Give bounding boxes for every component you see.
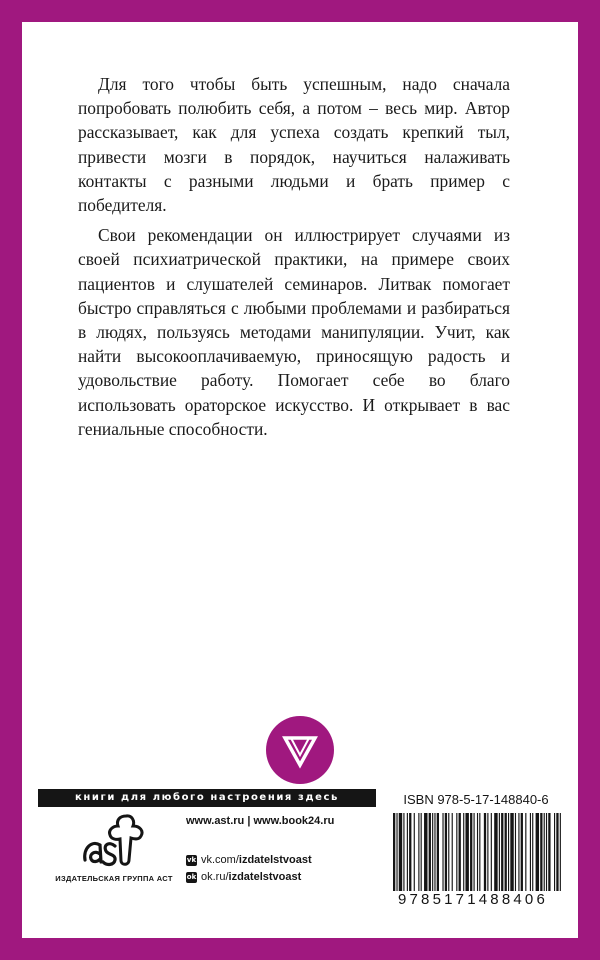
barcode-bar bbox=[414, 813, 415, 893]
barcode-bar bbox=[470, 813, 472, 893]
barcode-bar bbox=[510, 813, 513, 893]
barcode-bar bbox=[515, 813, 516, 893]
websites: www.ast.ru | www.book24.ru bbox=[186, 815, 335, 827]
barcode-bar bbox=[448, 813, 449, 893]
barcode-bar bbox=[442, 813, 443, 893]
barcode-bar bbox=[484, 813, 486, 893]
barcode-bar bbox=[452, 813, 453, 893]
publisher-name: ИЗДАТЕЛЬСКАЯ ГРУППА АСТ bbox=[55, 874, 173, 883]
barcode-bar bbox=[560, 813, 561, 893]
ok-prefix: ok.ru/ bbox=[201, 871, 229, 883]
vk-icon: vk bbox=[186, 855, 197, 864]
barcode-bar bbox=[434, 813, 435, 893]
barcode-bar bbox=[525, 813, 526, 893]
barcode-bar bbox=[544, 813, 545, 893]
barcode-bar bbox=[491, 813, 492, 893]
barcode-bar bbox=[418, 813, 419, 893]
ok-handle: izdatelstvoast bbox=[228, 871, 302, 883]
vk-handle: izdatelstvoast bbox=[238, 854, 312, 866]
barcode-bar bbox=[532, 813, 533, 893]
blurb-text bbox=[78, 72, 510, 441]
barcode-bar bbox=[393, 813, 395, 893]
barcode-bar bbox=[548, 813, 550, 893]
barcode-bar bbox=[421, 813, 422, 893]
blurb-paragraph-1: Для того чтобы быть успешным, надо сначала попробовать полюбить себя, а потом – весь мир. Автор рассказывает, как для успеха создать крепкий тыл, привести мозги в порядок, научиться налаживать контакты с разными людьми и брать пример с победителя. bbox=[78, 74, 510, 216]
barcode-bar bbox=[445, 813, 447, 893]
barcode-bar bbox=[407, 813, 408, 893]
ok-icon: ok bbox=[186, 872, 197, 881]
barcode-bar bbox=[465, 813, 468, 893]
barcode-bar bbox=[474, 813, 475, 893]
barcode-bar bbox=[487, 813, 488, 893]
barcode-bar bbox=[494, 813, 497, 893]
isbn-label: ISBN 978-5-17-148840-6 bbox=[403, 792, 549, 807]
barcode-bar bbox=[508, 813, 509, 893]
barcode-bar bbox=[429, 813, 431, 893]
vk-link[interactable] bbox=[186, 854, 312, 866]
v-triangle-icon bbox=[266, 716, 334, 784]
barcode-bar bbox=[479, 813, 480, 893]
blurb-paragraph-2: Свои рекомендации он иллюстрирует случаями из своей психиатрической практики, на примере своих пациентов и слушателей семинаров. Литвак помогает быстро справляться с любыми проблемами и разбираться в людях, пользуясь методами манипуляции. Учит, как найти высокооплачиваемую, приносящую радость и удовольствие работу. Помогает себе во благо использовать ораторское искусство. И открывает в вас гениальные способности. bbox=[78, 225, 510, 439]
barcode-bar bbox=[437, 813, 439, 893]
barcode-bar bbox=[424, 813, 427, 893]
barcode-digits: 9785171488406 bbox=[380, 891, 566, 913]
barcode-bar bbox=[546, 813, 547, 893]
barcode-bar bbox=[540, 813, 542, 893]
barcode-bar bbox=[556, 813, 558, 893]
barcode-bar bbox=[499, 813, 500, 893]
slogan-banner: книги для любого настроения здесь bbox=[38, 789, 376, 807]
barcode-bar bbox=[432, 813, 433, 893]
barcode-bar bbox=[554, 813, 555, 893]
barcode-bar bbox=[396, 813, 397, 893]
barcode-bar bbox=[463, 813, 464, 893]
ast-logo bbox=[82, 812, 146, 868]
barcode-bar bbox=[403, 813, 404, 893]
barcode-bar bbox=[459, 813, 461, 893]
barcode-bar bbox=[505, 813, 507, 893]
barcode-bar bbox=[536, 813, 539, 893]
barcode-bar bbox=[456, 813, 457, 893]
barcode-bar bbox=[409, 813, 411, 893]
barcode-bar bbox=[518, 813, 519, 893]
vk-prefix: vk.com/ bbox=[201, 854, 239, 866]
barcode-bar bbox=[530, 813, 531, 893]
barcode-bar bbox=[477, 813, 478, 893]
barcode-bar bbox=[399, 813, 402, 893]
ok-link[interactable] bbox=[186, 871, 301, 883]
barcode-bar bbox=[501, 813, 503, 893]
barcode bbox=[391, 813, 563, 893]
barcode-bar bbox=[521, 813, 523, 893]
emblem-badge bbox=[266, 716, 334, 784]
